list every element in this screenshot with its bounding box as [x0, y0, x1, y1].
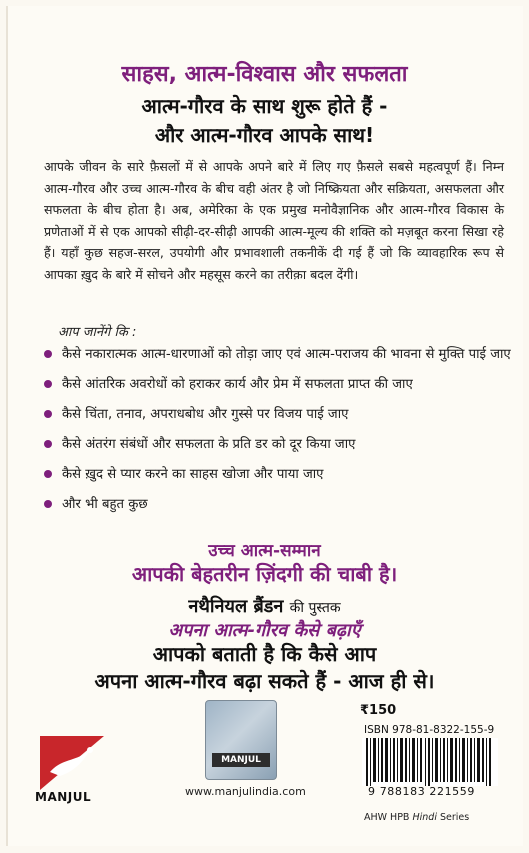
learn-heading: आप जानेंगे कि :: [58, 325, 137, 340]
publisher-logo-icon: [32, 728, 112, 798]
series-suffix: Series: [440, 812, 470, 823]
list-item-text: और भी बहुत कुछ: [62, 497, 148, 512]
list-item-text: कैसे आंतरिक अवरोधों को हराकर कार्य और प्रेम में सफलता प्राप्त की जाए: [62, 377, 413, 392]
author-line-4: अपना आत्म-गौरव बढ़ा सकते हैं - आज ही से।: [94, 669, 435, 693]
publisher-website: www.manjulindia.com: [185, 785, 306, 798]
author-suffix: की पुस्तक: [289, 600, 341, 616]
list-item-text: कैसे चिंता, तनाव, अपराधबोध और गुस्से पर विजय पाई जाए: [62, 407, 349, 422]
heading-lines: [0, 92, 529, 150]
list-item: [44, 494, 514, 515]
bullet-dot-icon: [44, 440, 52, 448]
tagline-line-2: आपकी बेहतरीन ज़िंदगी की चाबी है।: [131, 562, 398, 586]
heading-line-2: आत्म-गौरव के साथ शुरू होते हैं -: [141, 94, 388, 118]
bullet-dot-icon: [44, 350, 52, 358]
book-title: अपना आत्म-गौरव कैसे बढ़ाएँ: [168, 620, 361, 641]
tagline-line-1: उच्च आत्म-सम्मान: [208, 541, 321, 561]
author-line: [0, 594, 529, 618]
bullet-dot-icon: [44, 500, 52, 508]
author-line-3: आपको बताती है कि कैसे आप: [152, 642, 377, 666]
heading-line-3: और आत्म-गौरव आपके साथ!: [154, 123, 375, 147]
list-item-text: कैसे ख़ुद से प्यार करने का साहस खोजा और पाया जाए: [62, 467, 324, 482]
list-item: [44, 344, 514, 365]
list-item-text: कैसे अंतरंग संबंधों और सफलता के प्रति डर को दूर किया जाए: [62, 437, 356, 452]
sticker-label: MANJUL: [212, 753, 270, 767]
list-item: [44, 434, 514, 455]
bullet-dot-icon: [44, 380, 52, 388]
price: ₹150: [360, 703, 397, 718]
bullet-dot-icon: [44, 470, 52, 478]
heading-line-1: साहस, आत्म-विश्वास और सफलता: [121, 62, 408, 87]
publisher-sticker: [205, 700, 277, 780]
author-name: नथैनियल ब्रैंडन: [188, 596, 284, 617]
barcode-number: 9 788183 221559: [368, 785, 475, 798]
intro-paragraph: आपके जीवन के सारे फ़ैसलों में से आपके अपने बारे में लिए गए फ़ैसले सबसे महत्वपूर्ण हैं। निम्न आत्म-गौरव और उच्च आत्म-गौरव के बीच वही अंतर है जो निष्क्रियता और सक्रियता, असफलता और सफलता के बीच होता है। अब, अमेरिका के एक प्रमुख मनोवैज्ञानिक और आत्म-गौरव विकास के प्रणेताओं में से एक आपको सीढ़ी-दर-सीढ़ी आपकी आत्म-मूल्य की शक्ति को मज़बूत करना सिखा रहे हैं। यहाँ कुछ सहज-सरल, उपयोगी और प्रभावशाली तकनीकें दी गई हैं जो कि व्यावहारिक रूप से आपका ख़ुद के बारे में सोचने और महसूस करने का तरीक़ा बदल देंगी।: [44, 159, 504, 282]
list-item-text: कैसे नकारात्मक आत्म-धारणाओं को तोड़ा जाए एवं आत्म-पराजय की भावना से मुक्ति पाई जाए: [62, 347, 511, 362]
list-item: [44, 374, 514, 395]
list-item: [44, 404, 514, 425]
series-italic: Hindi: [412, 812, 437, 823]
bullet-dot-icon: [44, 410, 52, 418]
list-item: [44, 464, 514, 485]
series-label: [364, 812, 469, 823]
barcode-icon: [362, 738, 498, 786]
series-prefix: AHW HPB: [364, 812, 410, 823]
publisher-name: MANJUL: [35, 790, 92, 804]
isbn: ISBN 978-81-8322-155-9: [364, 724, 495, 736]
bullet-list: [44, 344, 514, 524]
